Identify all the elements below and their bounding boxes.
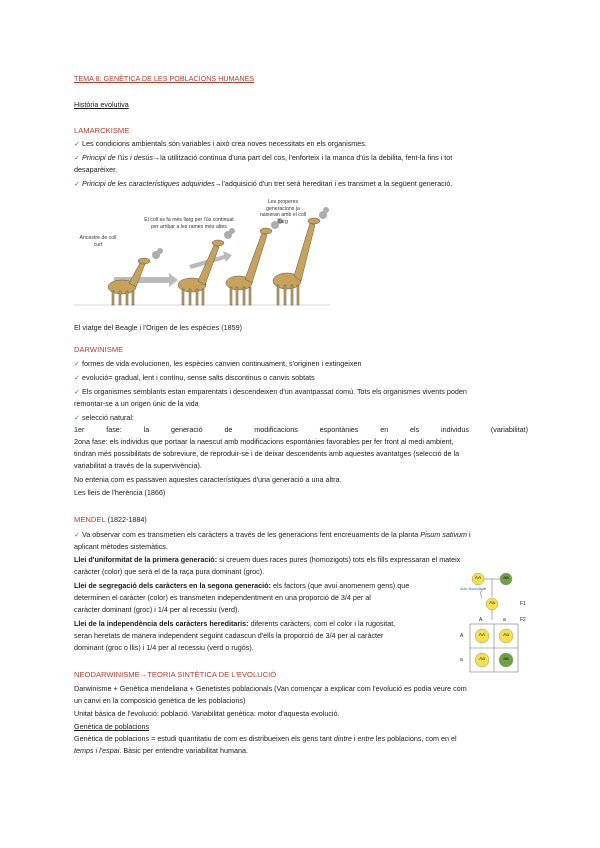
neodarwinisme-heading: NEODARWINISME→TEORIA SINTÈTICA DE L'EVOLUCIÓ xyxy=(74,670,277,679)
darwin-line6: 2ona fase: els individus que portaar la naescut amb modificacions espontànies favorables per fer front al medi ambient, xyxy=(74,437,454,446)
neo-line5: temps i l'espai. Bàsic per entendre variabilitat humana. xyxy=(74,746,248,755)
mendel-law3: Llei de la independència dels caràcters hereditaris: diferents caràcters, com el color i la rugositat, xyxy=(74,619,396,628)
mendel-law1: Llei d'uniformitat de la primera generació: si creuem dues races pures (homozigots) tots els fills expressaran el mateix xyxy=(74,555,461,564)
darwin-line4: ✓ selecció natural: xyxy=(74,413,134,422)
mendel-law3-cont1: seran heretats de manera independent seguint cadascun d'ells la proporció de 3/4 per al caràcter xyxy=(74,631,384,640)
check-icon: ✓ xyxy=(74,179,81,188)
check-icon: ✓ xyxy=(74,153,81,162)
check-icon: ✓ xyxy=(74,139,81,148)
cell-AA: AA xyxy=(478,633,486,638)
giraffe-4 xyxy=(273,218,320,305)
check-icon: ✓ xyxy=(74,359,81,368)
figure-label-ancestor: Ancestre de coll curt xyxy=(79,235,117,248)
col-label-a: a xyxy=(503,617,506,623)
mendel-line1: ✓ Va observar com es transmetien els caràcters a través de les generacions fent encreuaments de la planta Pisum sativum i xyxy=(74,530,471,539)
darwin-line3b: remontar-se a un origen únic de la vida xyxy=(74,399,199,408)
darwin-line2: ✓ evolució= gradual, lent i contínu, sense salts discontinus o canvis sobtats xyxy=(74,373,315,382)
mendel-law2-cont2: caràcter dominant (groc) i 1/4 per al recessiu (verd). xyxy=(74,605,240,614)
lamarck-line1: ✓ Les condicions ambientals són variables i això crea noves necessitats en els organismes. xyxy=(74,139,367,148)
check-icon: ✓ xyxy=(74,530,81,539)
darwinisme-heading: DARWINISME xyxy=(74,345,124,354)
neo-line2: un canvi en la composició genètica de les poblacions) xyxy=(74,696,246,705)
lamarck-line2: ✓ Principi de l'ús i desús→la utilització continua d'una part del cos, l'enforteix i la manca d'ús la debilita, fent-la fins i tot xyxy=(74,153,453,162)
darwin-line5: 1er fase: la generació de modificacions espontànies en els individus (variabilitat) xyxy=(74,425,528,434)
historia-heading: Història evolutiva xyxy=(74,100,129,109)
parent-aa: aa xyxy=(503,576,509,581)
col-label-A: A xyxy=(479,617,483,623)
check-icon: ✓ xyxy=(74,387,81,396)
f1-cell: Aa xyxy=(489,601,495,606)
neo-line4: Genètica de poblacions = estudi quantitatiu de com es distribueixen els gens tant dintre i entre les poblacions, com en el xyxy=(74,734,457,743)
figure-label-middle: El coll es fa més llarg per l'ús continuat per arribar a les rames més altes xyxy=(144,217,234,230)
document-title: TEMA 8: GENÈTICA DE LES POBLACIONS HUMANES xyxy=(74,74,255,83)
f1-label: F1 xyxy=(520,601,526,607)
mendel-law2-cont1: determinen el caràcter (color) es transmeten independentment en una proporció de 3/4 per al xyxy=(74,593,371,602)
giraffe-figure xyxy=(74,195,330,313)
giraffe-2 xyxy=(178,240,224,305)
genetica-poblacions-subheading: Genètica de poblacions xyxy=(74,722,150,731)
cell-Aa-top: Aa xyxy=(503,633,509,638)
row-label-a: a xyxy=(460,657,463,663)
cell-aa: aa xyxy=(503,657,509,662)
auto-fecundacio-label: Auto-fecundació xyxy=(460,587,486,591)
darwin-line7: tindran més possibilitats de sobreviure, de reproduir-se i de deixar descendents amb aquestes avantatges (selecció de la xyxy=(74,449,460,458)
darwin-line8: variabilitat a través de la supervivència). xyxy=(74,461,202,470)
row-label-A: A xyxy=(460,633,464,639)
mendel-line1-cont: aplicant mètodes sistemàtics. xyxy=(74,542,168,551)
darwin-line1: ✓ formes de vida evolucionen, les espècies canvien continuament, s'originen i extingeixen xyxy=(74,359,362,368)
lamarck-line3: ✓ Principi de les característiques adquirides→l'adquisició d'un tret serà hereditari i es transmet a la següent generació. xyxy=(74,179,453,188)
mendel-heading: MENDEL xyxy=(74,515,106,524)
parent-AA: AA xyxy=(474,576,482,581)
mendel-law3-cont2: dominant (groc o llis) i 1/4 per al recessiu (verd o rugós). xyxy=(74,643,254,652)
punnett-diagram xyxy=(452,572,532,684)
f2-label: F2 xyxy=(520,617,526,623)
check-icon: ✓ xyxy=(74,413,81,422)
giraffe-3 xyxy=(226,228,272,305)
lamarckisme-heading: LAMARCKISME xyxy=(74,126,130,135)
check-icon: ✓ xyxy=(74,373,81,382)
beagle-line: El viatge del Beagle i l'Origen de les espècies (1859) xyxy=(74,323,242,332)
darwin-line10: Les lleis de l'herència (1866) xyxy=(74,488,166,497)
figure-label-top: Les properes generacions ja naixeran amb el coll llarg xyxy=(259,199,307,225)
darwin-line9: No entenia com es passaven aquestes característiques d'una generació a una altra. xyxy=(74,475,342,484)
cell-Aa-bottom: Aa xyxy=(479,657,485,662)
darwin-line3: ✓ Els organismes semblants estan emparentats i descendeixen d'un avantpassat comú. Tots els organismes vivents poden xyxy=(74,387,467,396)
mendel-law1-cont: caràcter (color) que serà el de la raça pura dominant (groc). xyxy=(74,567,265,576)
neo-line3: Unitat bàsica de l'evolució: població. Variabilitat genètica: motor d'aquesta evolució. xyxy=(74,709,340,718)
mendel-law2: Llei de segregació dels caràcters en la segona generació: els factors (que avui anomenem gens) que xyxy=(74,581,410,590)
lamarck-line2-cont: desaparèixer. xyxy=(74,165,118,174)
neo-line1: Darwinisme + Genètica mendeliana + Genetistes poblacionals (Van començar a explicar com l'evolució es podia veure com xyxy=(74,684,467,693)
mendel-heading-line: MENDEL (1822-1884) xyxy=(74,515,147,524)
